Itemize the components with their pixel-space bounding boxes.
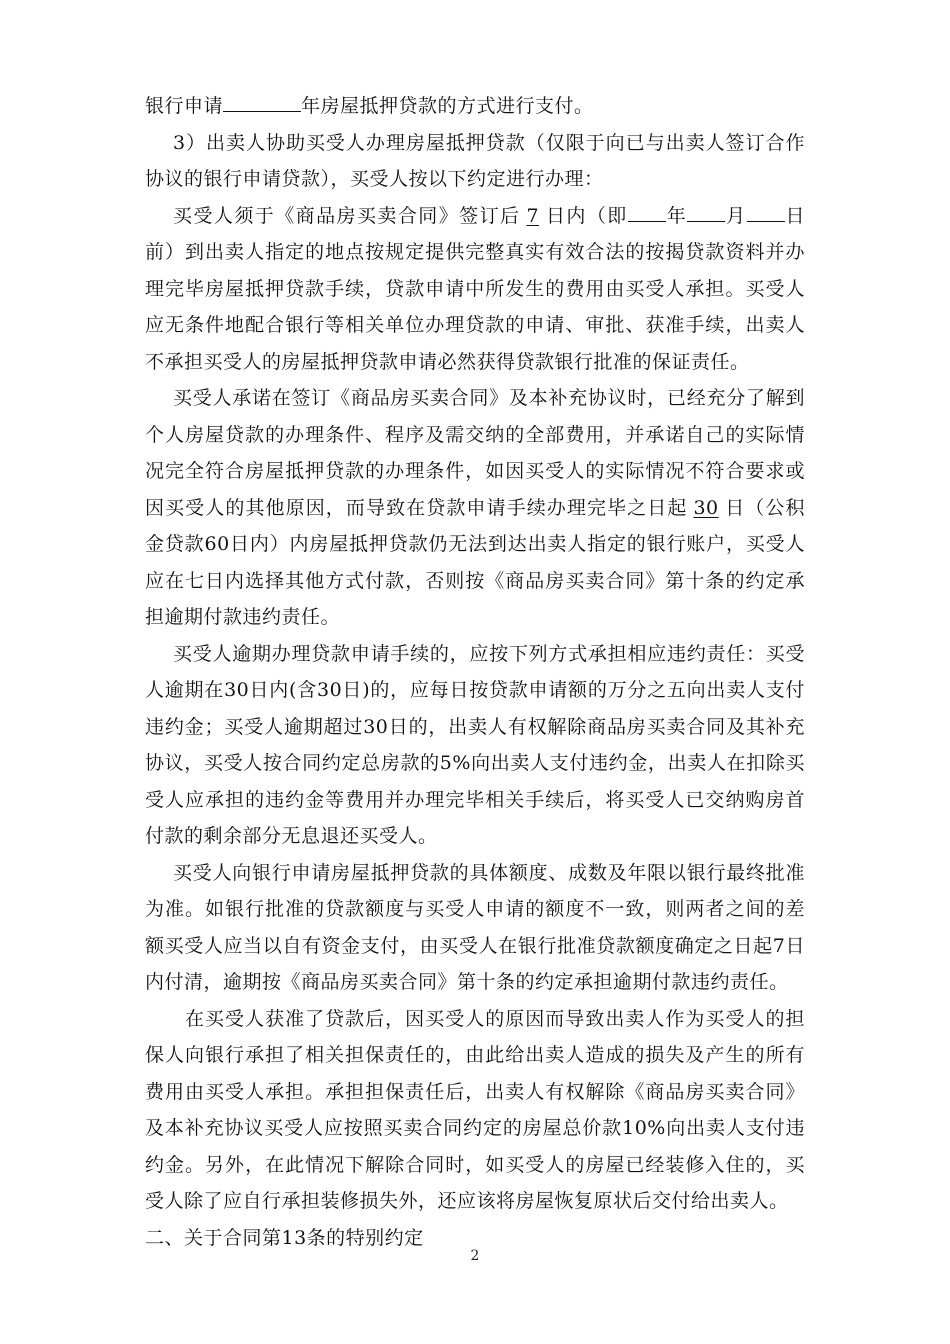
paragraph-text: 年房屋抵押贷款的方式进行支付。 — [301, 95, 594, 117]
underlined-value-days: 30 — [693, 496, 719, 519]
paragraph-buyer-commitment — [145, 380, 805, 636]
blank-field-day — [747, 201, 785, 222]
paragraph-guarantee-liability: 在买受人获准了贷款后，因买受人的原因而导致出卖人作为买受人的担保人向银行承担了相关担保责任的，由此给出卖人造成的损失及产生的所有费用由买受人承担。承担担保责任后，出卖人有权解除《商品房买卖合同》及本补充协议买受人应按照买卖合同约定的房屋总价款10%向出卖人支付违约金。另外，在此情况下解除合同时，如买受人的房屋已经装修入住的，买受人除了应自行承担装修损失外，还应该将房屋恢复原状后交付给出卖人。 — [145, 1007, 805, 1212]
page-number: 2 — [470, 1248, 480, 1264]
underlined-value-days: 7 — [526, 204, 540, 227]
paragraph-payment-method — [145, 88, 805, 125]
document-body — [145, 88, 805, 1256]
paragraph-text: 买受人须于《商品房买卖合同》签订后 — [173, 204, 521, 227]
paragraph-text: 日前）到出卖人指定的地点按规定提供完整真实有效合法的按揭贷款资料并办理完毕房屋抵押贷款手续，贷款申请中所发生的费用由买受人承担。买受人应无条件地配合银行等相关单位办理贷款的申请、审批、获准手续，出卖人不承担买受人的房屋抵押贷款申请必然获得贷款银行批准的保证责任。 — [145, 204, 805, 373]
paragraph-text: 日（公积金贷款60日内）内房屋抵押贷款仍无法到达出卖人指定的银行账户，买受人应在七日内选择其他方式付款，否则按《商品房买卖合同》第十条的约定承担逾期付款违约责任。 — [145, 496, 805, 628]
paragraph-loan-procedure — [145, 198, 805, 381]
paragraph-loan-amount: 买受人向银行申请房屋抵押贷款的具体额度、成数及年限以银行最终批准为准。如银行批准的贷款额度与买受人申请的额度不一致，则两者之间的差额买受人应当以自有资金支付，由买受人在银行批准贷款额度确定之日起7日内付清，逾期按《商品房买卖合同》第十条的约定承担逾期付款违约责任。 — [145, 861, 805, 993]
blank-field-loan-years — [223, 91, 301, 112]
section-heading-article-13: 二、关于合同第13条的特别约定 — [145, 1226, 424, 1249]
paragraph-late-application-penalty: 买受人逾期办理贷款申请手续的，应按下列方式承担相应违约责任：买受人逾期在30日内(含30日)的，应每日按贷款申请额的万分之五向出卖人支付违约金；买受人逾期超过30日的，出卖人有权解除商品房买卖合同及其补充协议，买受人按合同约定总房款的5%向出卖人支付违约金，出卖人在扣除买受人应承担的违约金等费用并办理完毕相关手续后，将买受人已交纳购房首付款的剩余部分无息退还买受人。 — [145, 642, 805, 847]
blank-field-year — [628, 201, 666, 222]
paragraph-text: 银行申请 — [145, 95, 224, 117]
paragraph-seller-assist-loan: 3）出卖人协助买受人办理房屋抵押贷款（仅限于向已与出卖人签订合作协议的银行申请贷款），买受人按以下约定进行办理： — [145, 131, 805, 190]
paragraph-text: 月 — [725, 204, 747, 227]
paragraph-text: 买受人承诺在签订《商品房买卖合同》及本补充协议时，已经充分了解到个人房屋贷款的办理条件、程序及需交纳的全部费用，并承诺自己的实际情况完全符合房屋抵押贷款的办理条件，如因买受人的实际情况不符合要求或因买受人的其他原因，而导致在贷款申请手续办理完毕之日起 — [145, 387, 805, 519]
paragraph-text: 年 — [665, 204, 688, 227]
blank-field-month — [687, 201, 725, 222]
paragraph-text: 日内（即 — [545, 204, 628, 227]
